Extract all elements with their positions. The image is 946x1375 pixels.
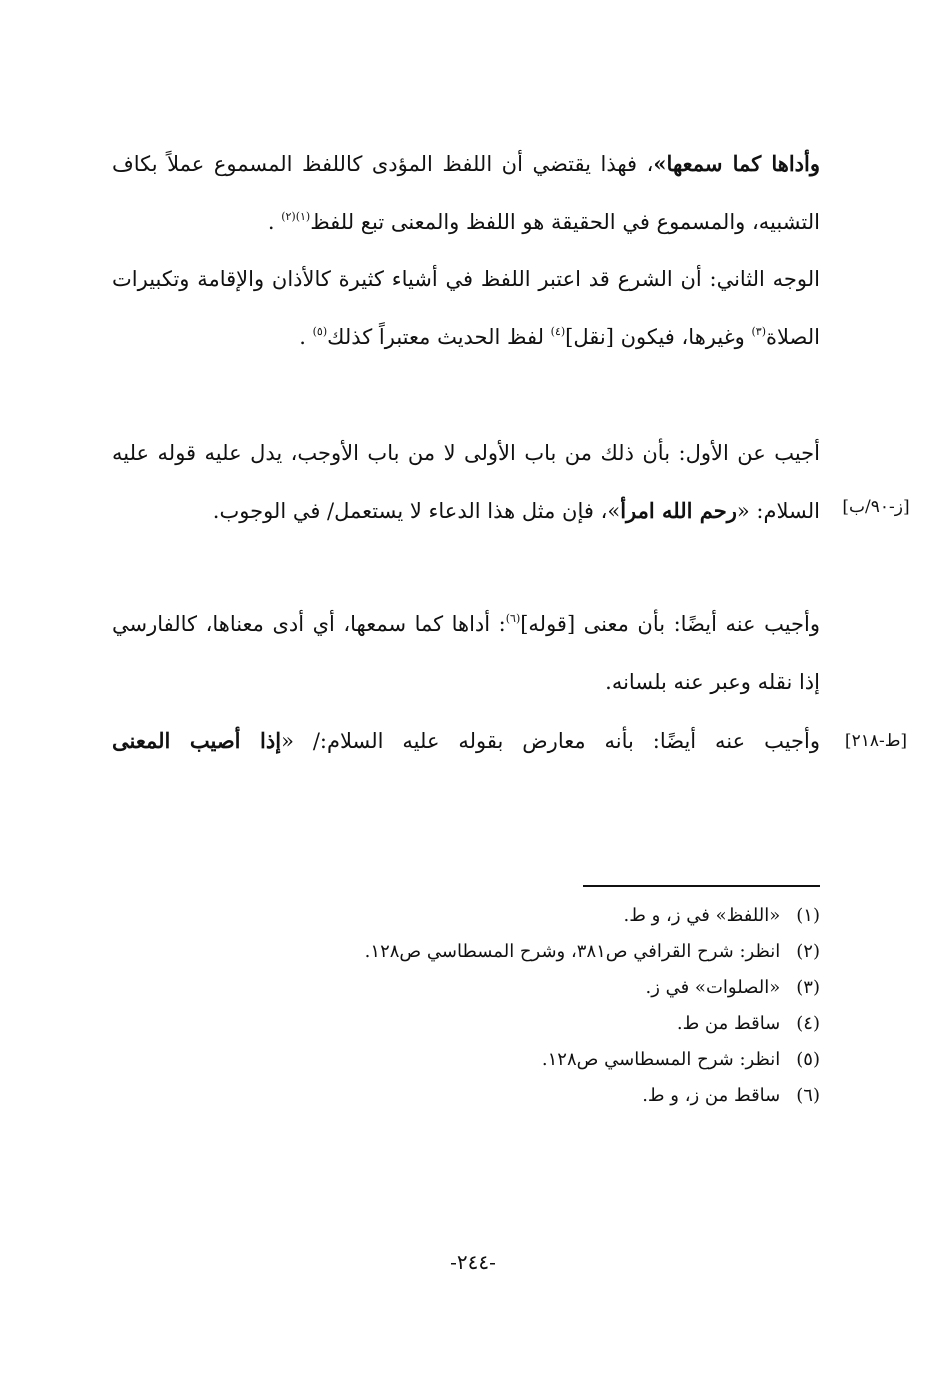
paragraph-5	[112, 712, 820, 770]
footnote-number: (٣)	[796, 977, 820, 998]
footnote-ref-5: (٥)	[312, 325, 328, 338]
hadith-quote-start: إذا أصيب المعنى	[112, 728, 282, 753]
footnote-number: (١)	[796, 905, 820, 926]
paragraph-2	[112, 250, 820, 366]
footnote-text: ساقط من ز، و ط.	[642, 1085, 781, 1106]
footnote-item	[112, 1078, 820, 1114]
footnote-item	[112, 1006, 820, 1042]
paragraph-3	[112, 424, 820, 540]
footnote-text: «الصلوات» في ز.	[645, 977, 781, 998]
footnotes	[112, 898, 820, 1114]
footnote-number: (٥)	[796, 1049, 820, 1070]
paragraph-2-end: .	[299, 325, 313, 349]
footnote-ref-6: (٦)	[505, 612, 521, 625]
footnote-number: (٦)	[796, 1085, 820, 1106]
paragraph-4	[112, 595, 820, 711]
footnote-item	[112, 1042, 820, 1078]
paragraph-4-text-b: : أداها كما سمعها، أي أدى معناها، كالفارسي إذا نقله وعبر عنه بلسانه.	[112, 612, 820, 694]
paragraph-3-text-a: أجيب عن الأول: بأن ذلك من باب الأولى لا من باب الأوجب، يدل عليه قوله عليه السلام: «	[112, 441, 820, 523]
footnote-item	[112, 970, 820, 1006]
margin-note-t218: [ط-٢١٨]	[844, 731, 908, 751]
footnote-item	[112, 898, 820, 934]
paragraph-2-text-c: لفظ الحديث معتبراً كذلك	[327, 325, 551, 349]
quoted-hadith-end: وأداها كما سمعها»	[653, 151, 820, 176]
footnote-ref-1-2: (١)(٢)	[281, 210, 311, 223]
footnote-ref-3: (٣)	[751, 325, 767, 338]
paragraph-3-text-b: »، فإن مثل هذا الدعاء لا يستعمل/ في الوجوب.	[212, 499, 621, 523]
footnote-number: (٤)	[796, 1013, 820, 1034]
footnote-text: «اللفظ» في ز، و ط.	[623, 905, 781, 926]
footnote-number: (٢)	[796, 941, 820, 962]
paragraph-5-text: وأجيب عنه أيضًا: بأنه معارض بقوله عليه السلام:/ «	[281, 729, 820, 753]
footnote-ref-4: (٤)	[550, 325, 566, 338]
paragraph-1	[112, 135, 820, 251]
hadith-quote: رحم الله امرأ	[620, 498, 737, 523]
footnote-text: انظر: شرح القرافي ص٣٨١، وشرح المسطاسي ص١٢٨.	[364, 941, 781, 962]
paragraph-1-end: .	[267, 210, 282, 234]
paragraph-2-text-b: وغيرها، فيكون [نقل]	[565, 325, 752, 349]
footnote-text: انظر: شرح المسطاسي ص١٢٨.	[541, 1049, 781, 1070]
footnote-divider	[583, 885, 820, 887]
footnote-item	[112, 934, 820, 970]
paragraph-2-text-a: الوجه الثاني: أن الشرع قد اعتبر اللفظ في أشياء كثيرة كالأذان والإقامة وتكبيرات الصلاة	[112, 267, 820, 349]
margin-note-z90b: [ز-٩٠/ب]	[842, 497, 910, 517]
footnote-text: ساقط من ط.	[676, 1013, 781, 1034]
page-number: -٢٤٤-	[450, 1250, 496, 1274]
paragraph-1-text: ، فهذا يقتضي أن اللفظ المؤدى كاللفظ المسموع عملاً بكاف التشبيه، والمسموع في الحقيقة هو اللفظ والمعنى تبع للفظ	[112, 152, 820, 234]
paragraph-4-text-a: وأجيب عنه أيضًا: بأن معنى [قوله]	[520, 612, 820, 636]
